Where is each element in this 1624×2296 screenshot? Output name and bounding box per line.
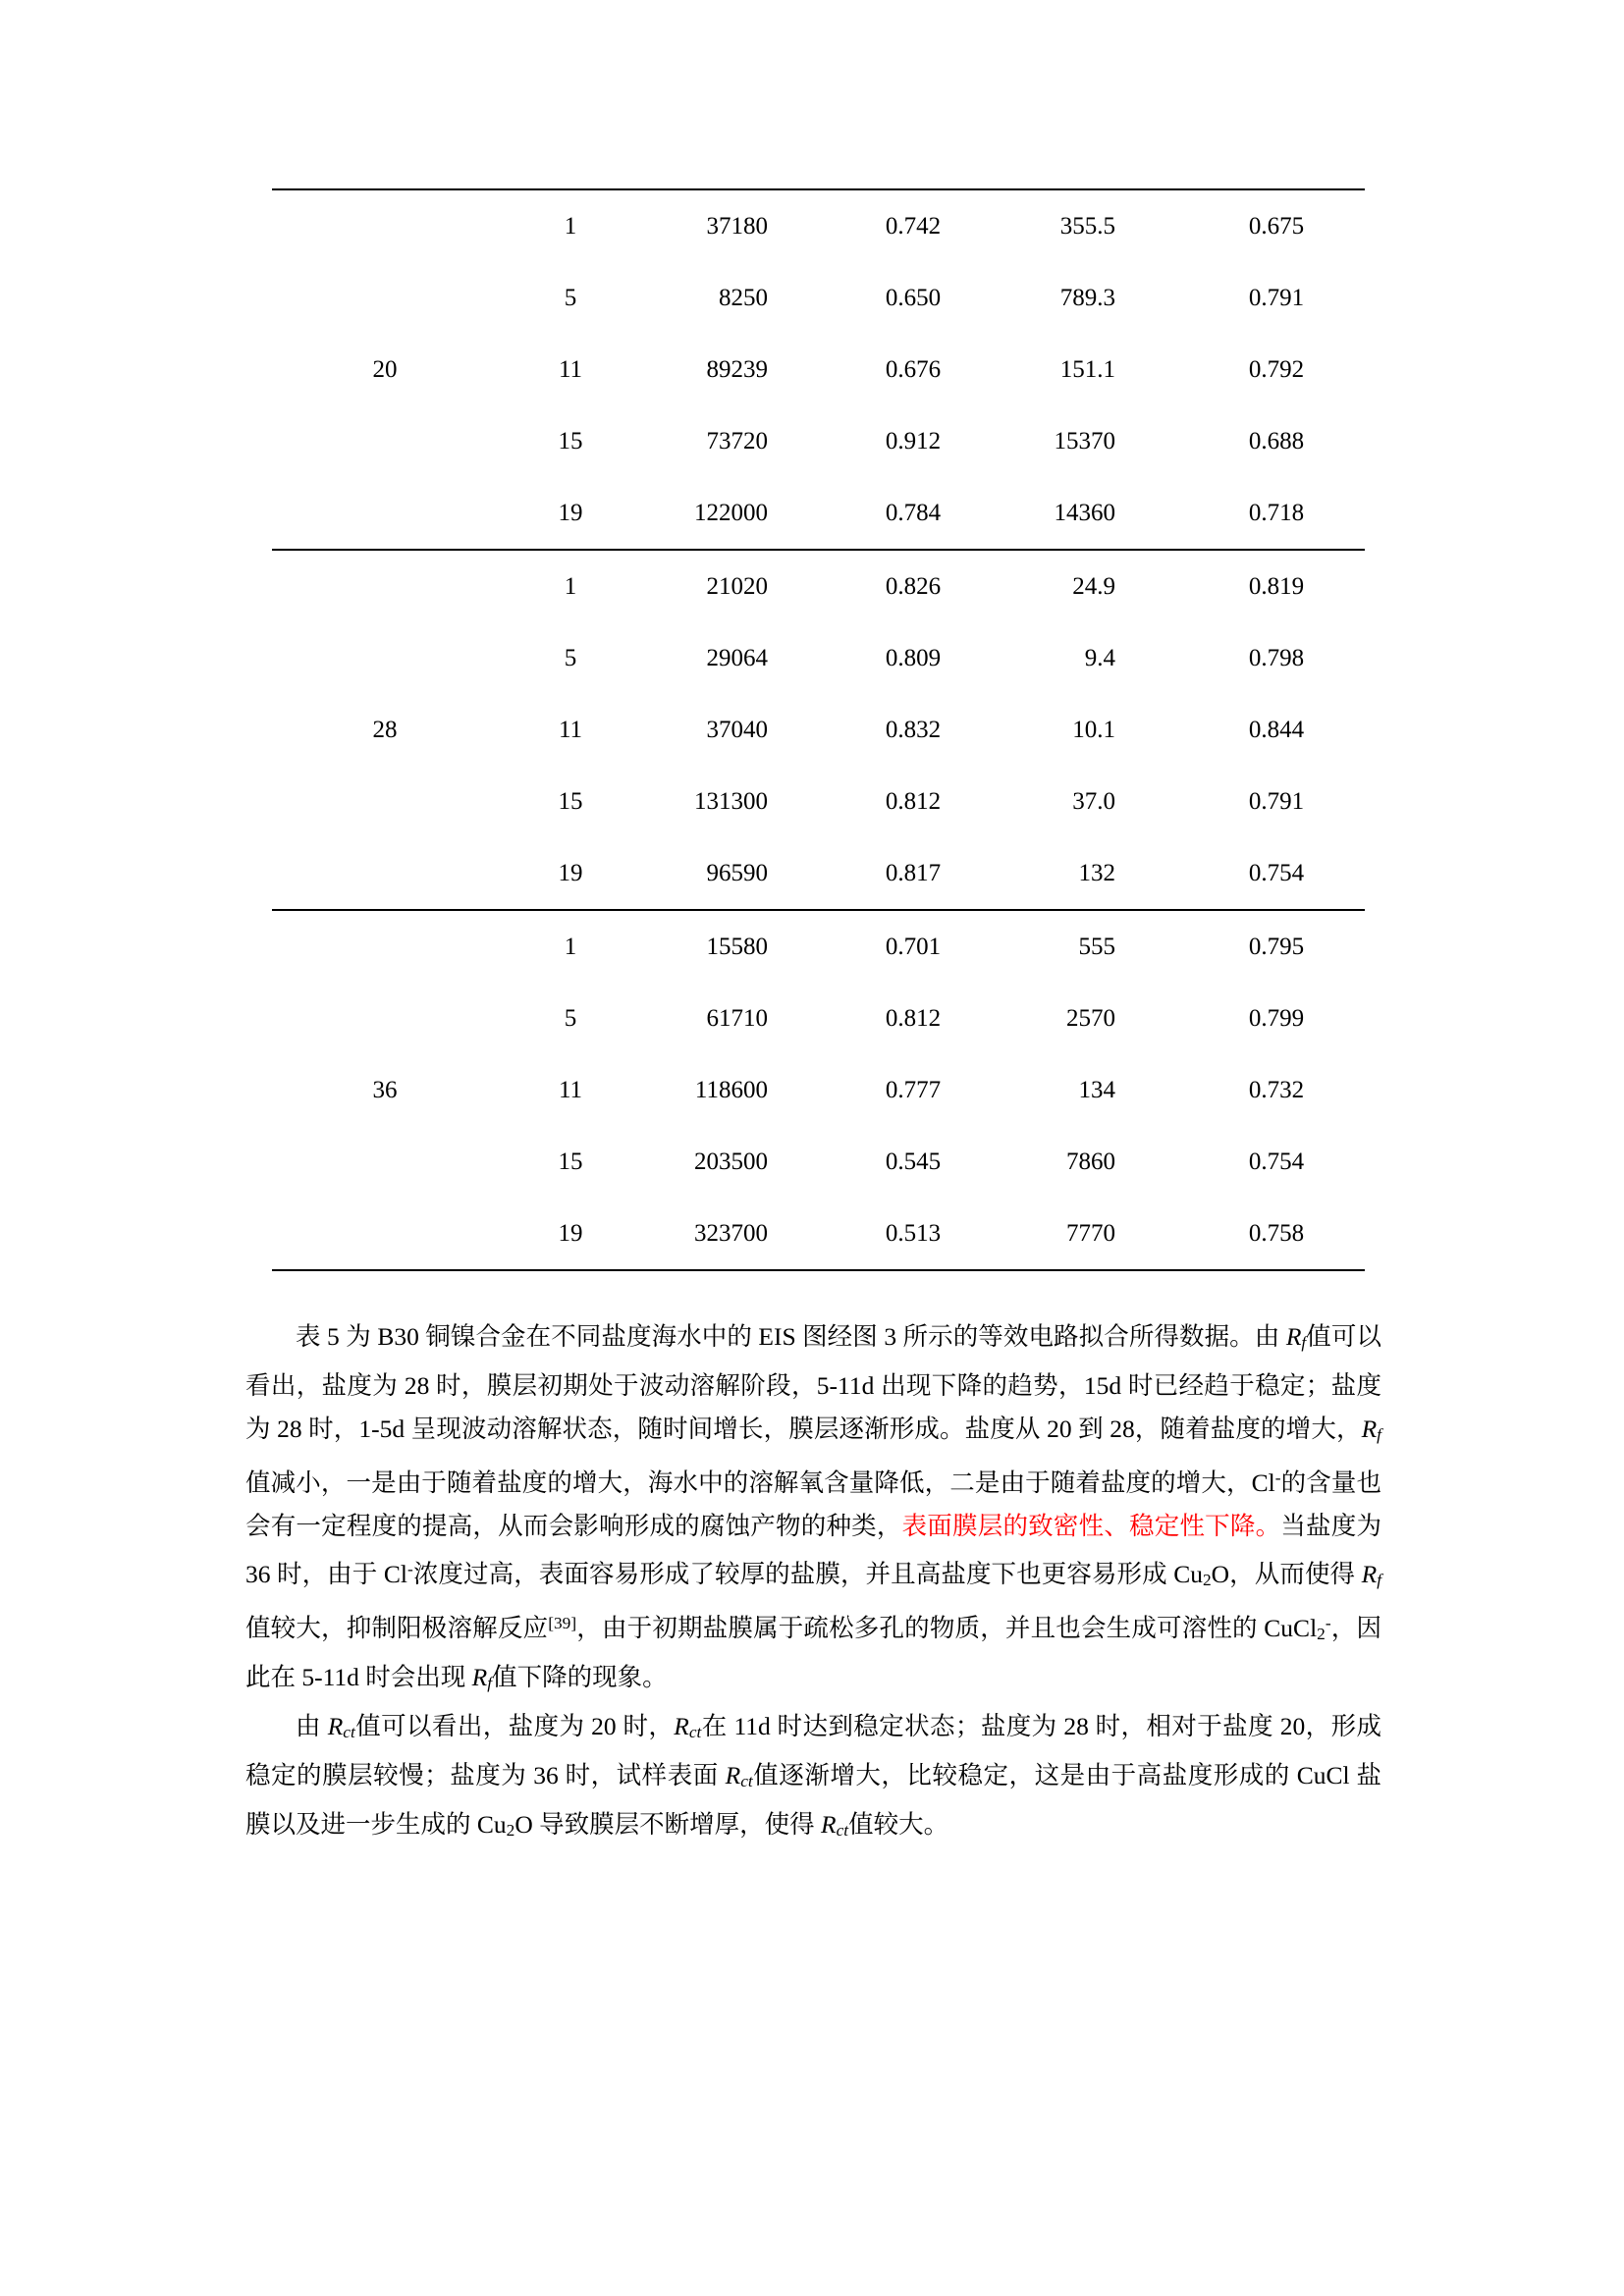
text-run: 值减小，一是由于随着盐度的增大，海水中的溶解氧含量降低，二是由于随着盐度的增大，Cl [245, 1468, 1275, 1498]
value-cell: 151.1 [1059, 355, 1115, 383]
value-cell: 37040 [706, 716, 768, 743]
value-cell: 24.9 [1072, 572, 1115, 600]
day-cell: 19 [558, 499, 583, 526]
text-run: ct [836, 1821, 849, 1841]
value-cell: 7860 [1066, 1148, 1115, 1175]
value-cell: 0.676 [885, 355, 942, 383]
text-run: R [471, 1662, 488, 1691]
table-row [272, 405, 1365, 477]
table-row [272, 622, 1365, 694]
text-run: 值下降的现象。 [492, 1662, 668, 1691]
value-cell: 7770 [1066, 1219, 1115, 1247]
text-run: 2 [1317, 1624, 1326, 1643]
value-cell: 15370 [1054, 427, 1115, 454]
text-run: R [1361, 1559, 1378, 1588]
value-cell: 2570 [1066, 1004, 1115, 1032]
text-run: ct [688, 1723, 702, 1742]
value-cell: 122000 [694, 499, 768, 526]
value-cell: 0.844 [1248, 716, 1305, 743]
text-run: f [1377, 1570, 1382, 1589]
value-cell: 0.817 [885, 859, 942, 886]
table-row [272, 766, 1365, 837]
day-cell: 15 [558, 427, 583, 454]
day-cell: 15 [558, 1148, 583, 1175]
value-cell: 0.545 [885, 1148, 942, 1175]
table-row [272, 190, 1365, 262]
table-group [272, 911, 1365, 1269]
table-row [272, 477, 1365, 549]
text-run: 值可以看出，盐度为 20 时， [354, 1711, 675, 1740]
day-cell: 19 [558, 1219, 583, 1247]
text-run: R [327, 1711, 344, 1740]
value-cell: 89239 [706, 355, 768, 383]
text-run: ct [740, 1772, 753, 1791]
value-cell: 118600 [694, 1076, 768, 1103]
text-run: f [1301, 1333, 1307, 1353]
value-cell: 37.0 [1072, 787, 1115, 815]
value-cell: 0.675 [1248, 212, 1305, 240]
value-cell: 0.688 [1248, 427, 1305, 454]
value-cell: 9.4 [1084, 644, 1115, 671]
value-cell: 0.754 [1248, 859, 1305, 886]
text-run: 在 11d 时达到稳定状态；盐度为 28 时，相对于盐度 20，形成稳定的膜层较慢；盐度为 36 时，试样表面 [245, 1711, 1381, 1790]
value-cell: 0.742 [885, 212, 942, 240]
value-cell: 0.513 [885, 1219, 942, 1247]
value-cell: 21020 [706, 572, 768, 600]
value-cell: 0.777 [885, 1076, 942, 1103]
text-run: 值较大。 [848, 1810, 949, 1840]
text-run: 的含量也会有一定程度的提高，从而会影响形成的腐蚀产物的种类， [245, 1468, 1381, 1541]
text-run: R [674, 1711, 689, 1740]
value-cell: 0.795 [1248, 933, 1305, 960]
salinity-cell: 28 [372, 716, 398, 743]
day-cell: 11 [558, 355, 583, 383]
table-group [272, 551, 1365, 911]
value-cell: 0.701 [885, 933, 942, 960]
text-run: 表 5 为 B30 铜镍合金在不同盐度海水中的 EIS 图经图 3 所示的等效电路拟合所得数据。由 [296, 1322, 1286, 1351]
text-run: R [725, 1761, 741, 1790]
table-row [272, 837, 1365, 909]
table-row [272, 1198, 1365, 1269]
value-cell: 203500 [694, 1148, 768, 1175]
value-cell: 0.912 [885, 427, 942, 454]
day-cell: 11 [558, 716, 583, 743]
value-cell: 789.3 [1059, 284, 1115, 311]
text-run: - [1325, 1613, 1331, 1632]
text-run: R [820, 1810, 837, 1840]
value-cell: 0.819 [1248, 572, 1305, 600]
text-run: 浓度过高，表面容易形成了较厚的盐膜，并且高盐度下也更容易形成 Cu [412, 1559, 1203, 1588]
table-row [272, 334, 1365, 405]
table-row [272, 262, 1365, 334]
day-cell: 5 [564, 284, 577, 311]
paragraph [245, 1315, 1381, 1705]
text-run: 2 [1202, 1570, 1212, 1589]
value-cell: 0.812 [885, 1004, 942, 1032]
text-run: O，从而使得 [1211, 1559, 1362, 1588]
text-run: O 导致膜层不断增厚，使得 [514, 1810, 821, 1840]
text-run: f [1377, 1425, 1381, 1445]
value-cell: 61710 [706, 1004, 768, 1032]
value-cell: 0.826 [885, 572, 942, 600]
text-run: 由 [296, 1711, 328, 1740]
value-cell: 15580 [706, 933, 768, 960]
text-run: 值可以看出，盐度为 28 时，膜层初期处于波动溶解阶段，5-11d 出现下降的趋势，15d 时已经趋于稳定；盐度为 28 时，1-5d 呈现波动溶解状态，随时间增长，膜层逐渐形成。盐度从 20 到 28，随着盐度的增大， [245, 1322, 1381, 1444]
value-cell: 555 [1078, 933, 1115, 960]
value-cell: 0.812 [885, 787, 942, 815]
value-cell: 0.798 [1248, 644, 1305, 671]
value-cell: 37180 [706, 212, 768, 240]
value-cell: 73720 [706, 427, 768, 454]
data-table [272, 188, 1365, 1271]
day-cell: 15 [558, 787, 583, 815]
value-cell: 0.784 [885, 499, 942, 526]
highlight-red-text: 表面膜层的致密性、稳定性下降。 [901, 1512, 1281, 1541]
text-run: 当盐度为 36 时，由于 Cl [245, 1512, 1381, 1588]
table-row [272, 911, 1365, 983]
text-run: f [487, 1673, 493, 1692]
text-run: 值较大，抑制阳极溶解反应 [245, 1613, 549, 1642]
value-cell: 0.718 [1248, 499, 1305, 526]
day-cell: 11 [558, 1076, 583, 1103]
salinity-cell: 20 [372, 355, 398, 383]
salinity-cell: 36 [372, 1076, 398, 1103]
text-run: - [406, 1560, 413, 1579]
value-cell: 355.5 [1059, 212, 1115, 240]
paragraph [245, 1705, 1381, 1852]
value-cell: 0.792 [1248, 355, 1305, 383]
table-group [272, 190, 1365, 551]
text-run: R [1361, 1415, 1378, 1444]
value-cell: 131300 [694, 787, 768, 815]
value-cell: 10.1 [1072, 716, 1115, 743]
value-cell: 0.832 [885, 716, 942, 743]
day-cell: 5 [564, 1004, 577, 1032]
day-cell: 1 [564, 933, 577, 960]
value-cell: 0.650 [885, 284, 942, 311]
table-row [272, 694, 1365, 766]
text-run: 值逐渐增大，比较稳定，这是由于高盐度形成的 CuCl 盐膜以及进一步生成的 Cu [245, 1761, 1381, 1840]
text-run: - [1274, 1468, 1281, 1488]
day-cell: 19 [558, 859, 583, 886]
value-cell: 0.791 [1248, 284, 1305, 311]
value-cell: 0.799 [1248, 1004, 1305, 1032]
value-cell: 29064 [706, 644, 768, 671]
value-cell: 96590 [706, 859, 768, 886]
text-run: 2 [506, 1821, 515, 1841]
day-cell: 1 [564, 212, 577, 240]
value-cell: 0.754 [1248, 1148, 1305, 1175]
value-cell: 132 [1078, 859, 1115, 886]
value-cell: 0.791 [1248, 787, 1305, 815]
text-run: ，因此在 5-11d 时会出现 [245, 1613, 1381, 1691]
table-row [272, 551, 1365, 622]
text-run: ，由于初期盐膜属于疏松多孔的物质，并且也会生成可溶性的 CuCl [576, 1613, 1318, 1642]
value-cell: 0.732 [1248, 1076, 1305, 1103]
text-run: [39] [548, 1613, 577, 1632]
text-run: R [1285, 1322, 1302, 1351]
day-cell: 5 [564, 644, 577, 671]
value-cell: 8250 [719, 284, 768, 311]
value-cell: 0.758 [1248, 1219, 1305, 1247]
value-cell: 14360 [1054, 499, 1115, 526]
body-text [245, 1315, 1381, 1852]
value-cell: 323700 [694, 1219, 768, 1247]
table-row [272, 1054, 1365, 1126]
value-cell: 134 [1078, 1076, 1115, 1103]
table-row [272, 1126, 1365, 1198]
day-cell: 1 [564, 572, 577, 600]
table-row [272, 983, 1365, 1054]
value-cell: 0.809 [885, 644, 942, 671]
text-run: ct [343, 1723, 355, 1742]
